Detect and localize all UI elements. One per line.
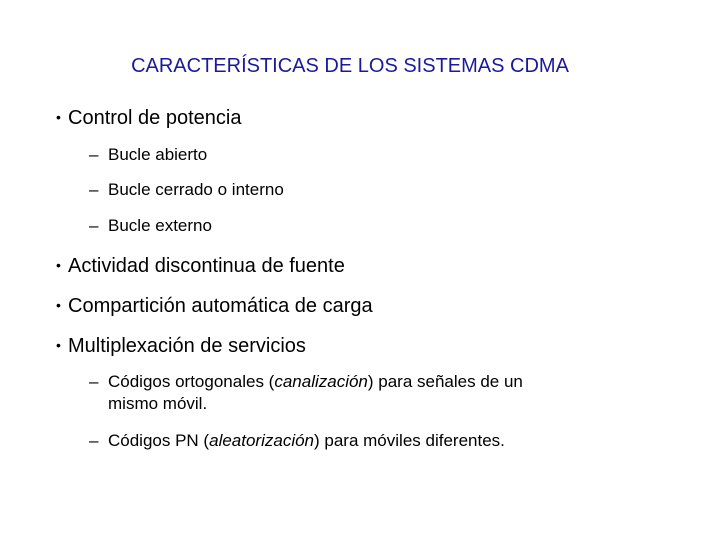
subitem-text-after: ) para móviles diferentes. (314, 431, 505, 450)
bullet-text: Actividad discontinua de fuente (68, 255, 345, 277)
bullet-text: Compartición automática de carga (68, 295, 373, 317)
bullet-actividad-discontinua (56, 253, 345, 278)
slide-title: CARACTERÍSTICAS DE LOS SISTEMAS CDMA (131, 55, 569, 77)
subitem-text: Bucle abierto (108, 145, 208, 164)
dash-marker: – (89, 180, 99, 199)
bullet-text: Control de potencia (68, 107, 242, 129)
bullet-marker: • (56, 257, 61, 273)
subitem-text-before: Códigos PN ( (108, 431, 210, 450)
subitem-emphasis: aleatorización (209, 431, 315, 450)
subitem-text: Bucle cerrado o interno (108, 180, 284, 199)
bullet-multiplexacion (56, 333, 306, 358)
bullet-marker: • (56, 109, 61, 125)
subitem-codigos-pn (89, 430, 649, 452)
bullet-marker: • (56, 297, 61, 313)
subitem-emphasis: canalización (274, 372, 368, 391)
subitem-bucle-abierto (89, 144, 207, 166)
bullet-comparticion-automatica (56, 293, 373, 318)
dash-marker: – (89, 372, 99, 391)
bullet-marker: • (56, 337, 61, 353)
subitem-bucle-cerrado (89, 179, 284, 201)
subitem-bucle-externo (89, 215, 212, 237)
dash-marker: – (89, 145, 99, 164)
bullet-text: Multiplexación de servicios (68, 335, 306, 357)
subitem-text-after: ) para señales de un (367, 372, 523, 391)
subitem-text: Bucle externo (108, 216, 212, 235)
dash-marker: – (89, 431, 99, 450)
bullet-control-de-potencia (56, 105, 241, 130)
subitem-codigos-ortogonales (89, 371, 649, 415)
dash-marker: – (89, 216, 99, 235)
subitem-continuation: mismo móvil. (108, 394, 208, 413)
subitem-text-before: Códigos ortogonales ( (108, 372, 275, 391)
